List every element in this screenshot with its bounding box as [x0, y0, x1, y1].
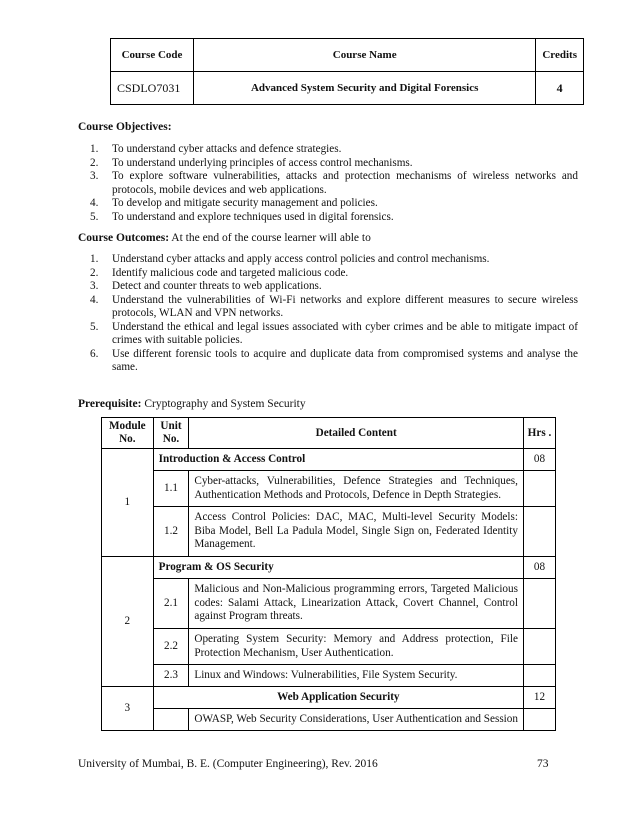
- unit-hours-empty: [523, 507, 555, 557]
- outcomes-list: [78, 253, 578, 375]
- unit-row: [102, 629, 556, 665]
- course-code-header: Course Code: [111, 39, 194, 72]
- module-topic-row: [102, 557, 556, 579]
- objective-item: 3. To explore software vulnerabilities, attacks and protection mechanisms of wireless networks and protocols, mobile devices and web applications.: [90, 170, 578, 196]
- unit-row: [102, 665, 556, 687]
- unit-row: [102, 471, 556, 507]
- unit-number: 1.2: [153, 507, 189, 557]
- course-code: CSDLO7031: [111, 72, 194, 105]
- outcome-text: Understand the ethical and legal issues associated with cyber crimes and be able to mitigate impact of crimes with suitable policies.: [112, 320, 578, 346]
- module-table: [101, 417, 556, 731]
- objective-text: To explore software vulnerabilities, attacks and protection mechanisms of wireless networks and protocols, mobile devices and web applications.: [112, 170, 578, 196]
- outcome-item: 5. Understand the ethical and legal issues associated with cyber crimes and be able to mitigate impact of crimes with suitable policies.: [90, 320, 578, 346]
- unit-content: OWASP, Web Security Considerations, User Authentication and Session: [189, 709, 524, 731]
- module-table-header-row: [102, 418, 556, 449]
- objectives-list: [78, 143, 578, 224]
- objective-item: 5. To understand and explore techniques used in digital forensics.: [90, 210, 394, 223]
- unit-hours-empty: [523, 665, 555, 687]
- module-topic: Web Application Security: [153, 687, 523, 709]
- objective-item: 2. To understand underlying principles of access control mechanisms.: [90, 156, 413, 169]
- course-table-row: [111, 72, 584, 105]
- module-topic: Program & OS Security: [153, 557, 523, 579]
- course-credits: 4: [536, 72, 584, 105]
- unit-number: [153, 709, 189, 731]
- unit-hours-empty: [523, 471, 555, 507]
- outcome-text: Understand cyber attacks and apply access control policies and control mechanisms.: [112, 253, 490, 265]
- module-number: 1: [102, 449, 154, 557]
- credits-header: Credits: [536, 39, 584, 72]
- unit-number: 2.3: [153, 665, 189, 687]
- outcome-item: 1. Understand cyber attacks and apply access control policies and control mechanisms.: [90, 253, 490, 265]
- unit-no-header: Unit No.: [153, 418, 189, 449]
- objective-text: To understand cyber attacks and defence strategies.: [112, 143, 342, 155]
- unit-number: 2.1: [153, 579, 189, 629]
- objective-item: 4. To develop and mitigate security management and policies.: [90, 197, 378, 209]
- unit-hours-empty: [523, 629, 555, 665]
- unit-row: [102, 579, 556, 629]
- module-no-header: Module No.: [102, 418, 154, 449]
- unit-content: Access Control Policies: DAC, MAC, Multi-level Security Models: Biba Model, Bell La Padula Model, Single Sign on, Federated Identity Management.: [189, 507, 524, 557]
- objectives-heading: [78, 121, 172, 133]
- outcome-text: Use different forensic tools to acquire and duplicate data from compromised systems and analyse the same.: [112, 347, 578, 373]
- course-name: Advanced System Security and Digital Forensics: [194, 72, 536, 105]
- module-hours: 08: [523, 557, 555, 579]
- unit-hours-empty: [523, 579, 555, 629]
- module-topic: Introduction & Access Control: [153, 449, 523, 471]
- unit-row: [102, 709, 556, 731]
- module-number: 3: [102, 687, 154, 731]
- objective-text: To understand underlying principles of access control mechanisms.: [112, 156, 413, 169]
- unit-content: Linux and Windows: Vulnerabilities, File System Security.: [189, 665, 524, 687]
- hrs-header: Hrs .: [523, 418, 555, 449]
- outcomes-heading-label: Course Outcomes:: [78, 232, 170, 244]
- page-number: 73: [537, 758, 549, 770]
- unit-row: [102, 507, 556, 557]
- outcome-item: 4. Understand the vulnerabilities of Wi-Fi networks and explore different measures to secure wireless protocols, WLAN and VPN networks.: [90, 293, 578, 319]
- prerequisite: [78, 398, 306, 410]
- course-name-header: Course Name: [194, 39, 536, 72]
- unit-number: 2.2: [153, 629, 189, 665]
- course-table-header-row: [111, 39, 584, 72]
- detailed-content-header: Detailed Content: [189, 418, 524, 449]
- prerequisite-label: Prerequisite:: [78, 398, 142, 410]
- outcome-item: 3. Detect and counter threats to web applications.: [90, 280, 322, 292]
- unit-content: Cyber-attacks, Vulnerabilities, Defence Strategies and Techniques, Authentication Methods and Protocols, Defence in Depth Strategies.: [189, 471, 524, 507]
- unit-hours-empty: [523, 709, 555, 731]
- unit-number: 1.1: [153, 471, 189, 507]
- objectives-heading-label: Course Objectives:: [78, 121, 172, 133]
- module-topic-row: [102, 687, 556, 709]
- outcome-item: 6. Use different forensic tools to acquire and duplicate data from compromised systems and analyse the same.: [90, 347, 578, 373]
- prerequisite-value: Cryptography and System Security: [141, 398, 306, 410]
- outcome-text: Identify malicious code and targeted malicious code.: [112, 266, 349, 279]
- objective-text: To understand and explore techniques used in digital forensics.: [112, 210, 394, 223]
- unit-content: Malicious and Non-Malicious programming errors, Targeted Malicious codes: Salami Attack, Linearization Attack, Covert Channel, Control against Program threats.: [189, 579, 524, 629]
- objective-item: 1. To understand cyber attacks and defence strategies.: [90, 143, 342, 155]
- outcome-text: Understand the vulnerabilities of Wi-Fi networks and explore different measures to secure wireless protocols, WLAN and VPN networks.: [112, 293, 578, 319]
- outcomes-heading: [78, 232, 371, 244]
- module-hours: 08: [523, 449, 555, 471]
- module-topic-row: [102, 449, 556, 471]
- outcome-item: 2. Identify malicious code and targeted malicious code.: [90, 266, 349, 279]
- outcome-text: Detect and counter threats to web applications.: [112, 280, 322, 292]
- module-hours: 12: [523, 687, 555, 709]
- module-number: 2: [102, 557, 154, 687]
- course-table: [110, 38, 584, 105]
- footer-university: University of Mumbai, B. E. (Computer Engineering), Rev. 2016: [78, 758, 378, 770]
- unit-content: Operating System Security: Memory and Address protection, File Protection Mechanism, User Authentication.: [189, 629, 524, 665]
- objective-text: To develop and mitigate security management and policies.: [112, 197, 378, 209]
- outcomes-intro: At the end of the course learner will able to: [169, 232, 371, 244]
